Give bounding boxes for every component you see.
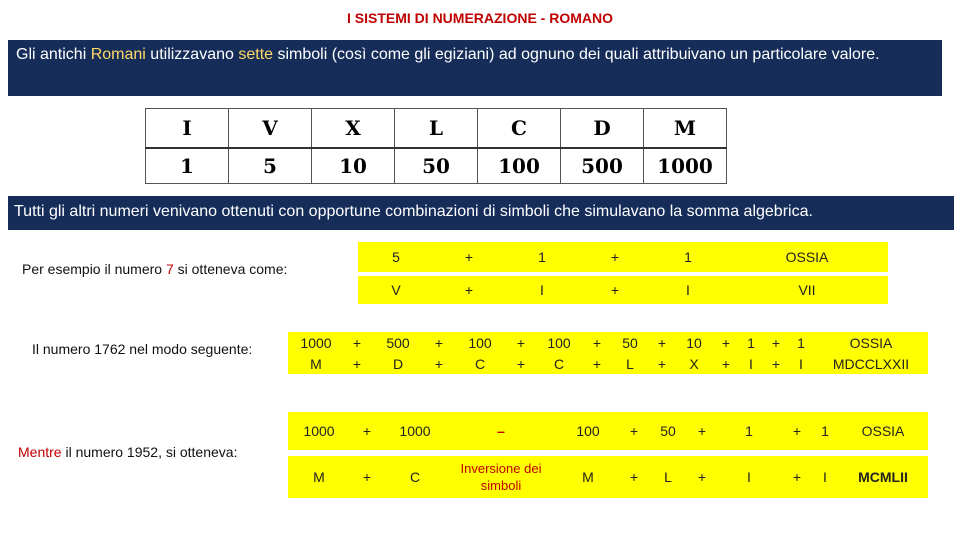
cell: +	[352, 334, 362, 351]
intro-romani: Romani	[90, 46, 146, 63]
cell: +	[434, 355, 444, 372]
rule-box: Tutti gli altri numeri venivano ottenuti con opportune combinazioni di simboli che simulavano la somma algebrica.	[8, 196, 954, 230]
cell: C	[553, 355, 565, 372]
values-row	[146, 148, 727, 184]
cell: +	[721, 334, 731, 351]
label-number: 7	[165, 261, 174, 277]
cell: 1	[538, 249, 546, 265]
value-cell: 50	[395, 148, 478, 184]
label-text: Per esempio il numero	[22, 261, 166, 277]
cell: V	[391, 282, 401, 298]
value-cell: 10	[312, 148, 395, 184]
cell: +	[629, 469, 639, 485]
cell: I	[540, 282, 544, 298]
symbol-cell: M	[644, 109, 727, 149]
cell: +	[362, 423, 372, 439]
cell: M	[310, 355, 322, 372]
cell: +	[516, 355, 526, 372]
cell: I	[747, 469, 751, 485]
cell: 10	[686, 334, 702, 351]
cell: +	[771, 355, 781, 372]
symbol-cell: X	[312, 109, 395, 149]
cell: +	[771, 334, 781, 351]
cell: I	[686, 282, 690, 298]
label-text: si otteneva come:	[173, 261, 288, 277]
example2-label: Il numero 1762 nel modo seguente:	[32, 341, 253, 357]
cell: 5	[392, 249, 400, 265]
cell: +	[464, 282, 474, 298]
symbols-row	[146, 109, 727, 149]
cell: L	[626, 355, 634, 372]
value-cell: 1	[146, 148, 229, 184]
cell: I	[823, 469, 827, 485]
cell: +	[362, 469, 372, 485]
example1-label	[22, 261, 287, 277]
symbol-cell: V	[229, 109, 312, 149]
cell: +	[352, 355, 362, 372]
cell: +	[657, 334, 667, 351]
cell: C	[474, 355, 486, 372]
example2-table	[288, 332, 928, 374]
value-cell: 500	[561, 148, 644, 184]
cell: I	[799, 355, 803, 372]
cell: +	[592, 355, 602, 372]
cell: 1000	[399, 423, 431, 439]
symbol-cell: C	[478, 109, 561, 149]
symbol-cell: D	[561, 109, 644, 149]
cell: 1	[797, 334, 805, 351]
cell: +	[464, 249, 474, 265]
cell: +	[792, 469, 802, 485]
cell: +	[657, 355, 667, 372]
cell: 500	[386, 334, 410, 351]
cell: +	[592, 334, 602, 351]
cell: OSSIA	[785, 249, 829, 265]
intro-box	[8, 40, 942, 96]
cell: 50	[660, 423, 676, 439]
cell: 1	[821, 423, 829, 439]
cell: L	[664, 469, 672, 485]
cell: 1	[684, 249, 692, 265]
cell: +	[792, 423, 802, 439]
cell: OSSIA	[861, 423, 905, 439]
intro-sette: sette	[238, 46, 274, 63]
cell: 100	[468, 334, 492, 351]
minus-sign: –	[497, 423, 505, 439]
intro-text: utilizzavano	[145, 46, 239, 63]
cell: +	[629, 423, 639, 439]
cell: +	[721, 355, 731, 372]
cell: +	[697, 423, 707, 439]
intro-text: Gli antichi	[16, 46, 91, 63]
example1-table	[358, 242, 888, 304]
cell: 1000	[300, 334, 332, 351]
value-cell: 100	[478, 148, 561, 184]
cell: 100	[576, 423, 600, 439]
cell: MDCCLXXII	[832, 355, 910, 372]
value-cell: 1000	[644, 148, 727, 184]
cell: OSSIA	[849, 334, 893, 351]
value-cell: 5	[229, 148, 312, 184]
cell: 1	[747, 334, 755, 351]
label-mentre: Mentre	[18, 444, 62, 460]
cell: 1000	[303, 423, 335, 439]
cell: I	[749, 355, 753, 372]
cell: +	[610, 249, 620, 265]
example3-label	[18, 444, 237, 460]
label-text: il numero 1952, si otteneva:	[61, 444, 238, 460]
cell: 1	[745, 423, 753, 439]
cell: 50	[622, 334, 638, 351]
cell: VII	[798, 282, 816, 298]
cell: 100	[547, 334, 571, 351]
symbols-table	[145, 108, 727, 184]
page-title: I SISTEMI DI NUMERAZIONE - ROMANO	[347, 10, 613, 26]
cell: D	[392, 355, 404, 372]
cell: +	[697, 469, 707, 485]
cell: +	[434, 334, 444, 351]
cell: +	[610, 282, 620, 298]
inversion-note: Inversione dei simboli	[460, 461, 542, 493]
cell: MCMLII	[858, 469, 908, 485]
cell: C	[409, 469, 421, 485]
cell: X	[689, 355, 699, 372]
symbol-cell: I	[146, 109, 229, 149]
cell: M	[313, 469, 325, 485]
symbol-cell: L	[395, 109, 478, 149]
intro-text: simboli (così come gli egiziani) ad ognuno dei quali attribuivano un particolare valore.	[273, 46, 880, 63]
cell: M	[582, 469, 594, 485]
cell: +	[516, 334, 526, 351]
example3-table	[288, 412, 928, 498]
